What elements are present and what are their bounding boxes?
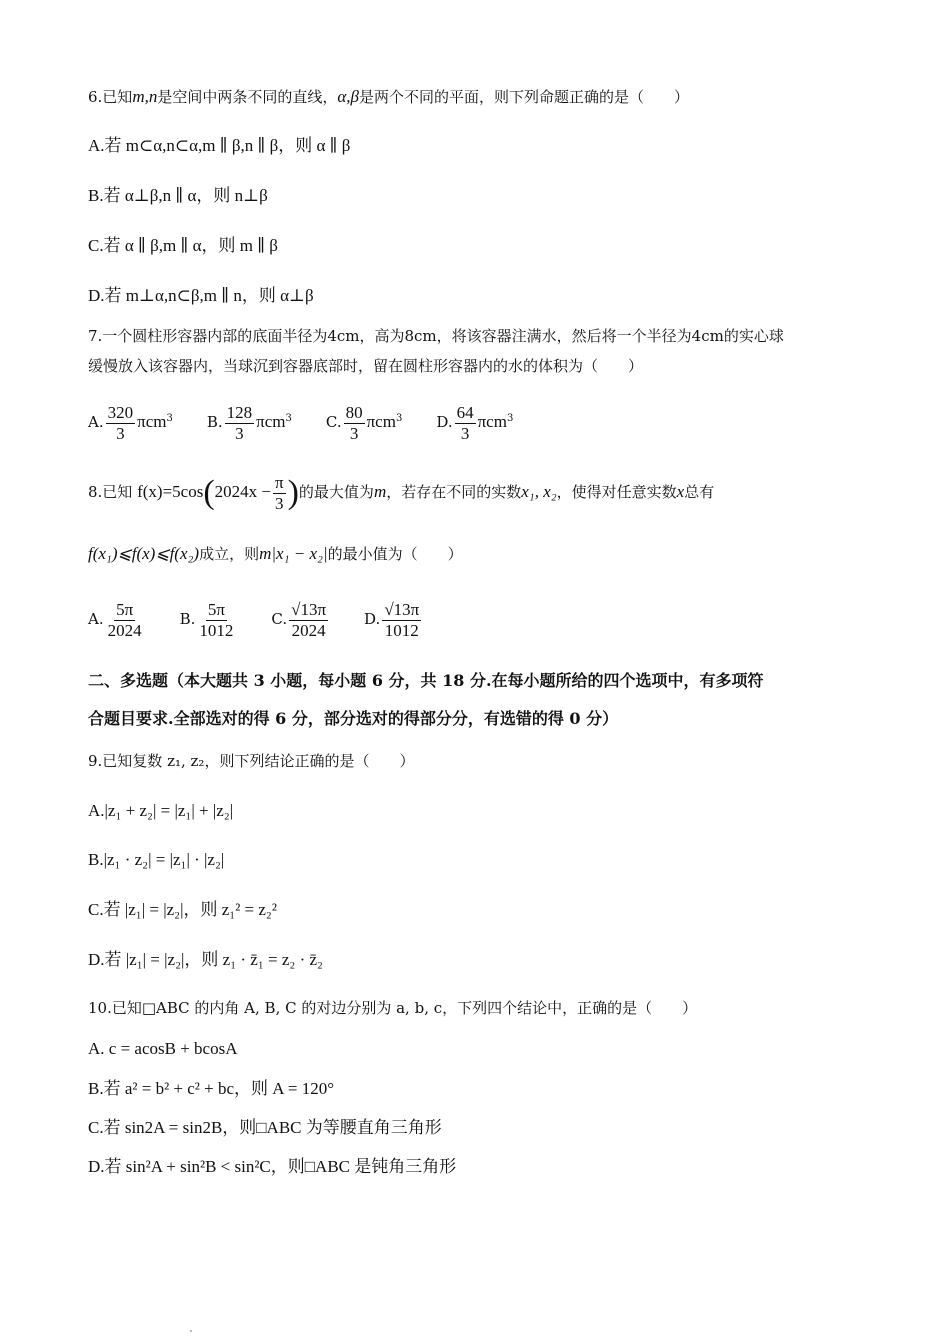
q7-option-c (326, 396, 402, 445)
q8-options (88, 596, 868, 642)
q8-option-denominator: 1012 (384, 620, 419, 640)
q6-stem-prefix: 6.已知 (88, 88, 133, 106)
section2-heading-line2: 合题目要求.全部选对的得 6 分，部分选对的得部分分，有选错的得 0 分） (88, 709, 619, 728)
q7-option-exponent: 3 (285, 413, 292, 424)
q8-expression: m|x₁ − x₂| (259, 544, 328, 563)
q8-pi: π (275, 472, 284, 492)
q8-option-fraction (382, 600, 421, 641)
q7-option-fraction (455, 403, 476, 444)
q6-option-d: D.若 m⊥α,n⊂β,m ∥ n，则 α⊥β (88, 286, 314, 305)
q8-option-b (180, 596, 238, 642)
q7-option-numerator: 80 (345, 402, 363, 422)
q8-option-fraction (289, 600, 328, 641)
q6-option-c: C.若 α ∥ β,m ∥ α，则 m ∥ β (88, 236, 278, 255)
q7-option-d (436, 396, 513, 445)
q6-option-a: A.若 m⊂α,n⊂α,m ∥ β,n ∥ β，则 α ∥ β (88, 136, 351, 155)
q8-option-numerator: 5π (116, 599, 134, 619)
q8-option-fraction (106, 600, 144, 641)
q8-m: m (373, 482, 387, 501)
q7-option-fraction (344, 403, 365, 444)
q6-option-b: B.若 α⊥β,n ∥ α，则 n⊥β (88, 186, 268, 205)
q7-option-denominator: 3 (235, 423, 244, 443)
q8-left-paren: ( (203, 474, 215, 511)
q8-text-3: ，使得对任意实数 (556, 483, 677, 501)
q7-option-fraction (106, 403, 136, 444)
q7-option-a (88, 396, 173, 445)
q10-option-a: A. c = acosB + bcosA (88, 1039, 238, 1058)
q8-x: x (676, 482, 685, 501)
q9-option-c: C.若 |z₁| = |z₂|，则 z₁² = z₂² (88, 900, 277, 919)
q7-option-label: C. (325, 413, 342, 431)
q7-option-numerator: 64 (456, 402, 474, 422)
q7-option-numerator: 320 (107, 402, 134, 422)
q9-option-a: A.|z₁ + z₂| = |z₁| + |z₂| (88, 801, 234, 820)
q8-option-label: D. (364, 610, 381, 628)
section2-heading-line1: 二、多选题（本大题共 3 小题，每小题 6 分，共 18 分.在每小题所给的四个选项中，有多项符 (88, 671, 764, 690)
q10-stem: 10.已知□ABC 的内角 A, B, C 的对边分别为 a, b, c，下列四个结论中，正确的是（ ） (88, 999, 698, 1017)
q8-three: 3 (275, 493, 284, 513)
q8-stem-line1 (88, 466, 868, 519)
q8-prefix: 8.已知 (88, 483, 133, 501)
q7-option-label: D. (436, 413, 453, 431)
q7-option-exponent: 3 (166, 413, 173, 424)
q8-option-label: A. (88, 610, 104, 628)
q6-stem (88, 86, 868, 108)
q8-argument: 2024x − (214, 482, 271, 501)
q8-option-numerator: 5π (207, 599, 225, 619)
q8-text-5: 成立，则 (199, 545, 260, 563)
q7-option-denominator: 3 (460, 423, 470, 443)
q8-option-label: B. (179, 610, 196, 628)
q8-condition: f(x₁)⩽f(x)⩽f(x₂) (88, 544, 200, 563)
page-speck (190, 1330, 192, 1332)
q7-options (88, 396, 868, 445)
q8-text-6: 的最小值为（ ） (327, 545, 463, 563)
q9-stem: 9.已知复数 z₁, z₂，则下列结论正确的是（ ） (88, 752, 415, 770)
q6-stem-suffix: 是两个不同的平面，则下列命题正确的是（ ） (359, 88, 690, 106)
q8-function: f(x)=5cos (137, 482, 204, 501)
q6-stem-mn: m,n (132, 87, 158, 106)
q7-option-unit: πcm (366, 412, 396, 431)
q8-option-d (364, 596, 423, 642)
q7-option-denominator: 3 (116, 423, 125, 443)
q8-option-fraction (197, 600, 235, 641)
q7-option-unit: πcm (137, 412, 167, 431)
q8-text-2: ，若存在不同的实数 (386, 483, 522, 501)
q7-option-exponent: 3 (506, 413, 514, 424)
q7-option-label: B. (206, 413, 223, 431)
q7-stem-line1: 7.一个圆柱形容器内部的底面半径为4cm，高为8cm，将该容器注满水，然后将一个半径为4cm的实心球 (88, 327, 784, 345)
q8-option-c (271, 596, 330, 642)
q9-option-b: B.|z₁ · z₂| = |z₁| · |z₂| (88, 850, 225, 869)
q7-option-unit: πcm (256, 412, 286, 431)
q7-option-exponent: 3 (395, 413, 403, 424)
q7-option-label: A. (88, 413, 104, 431)
q8-text-4: 总有 (684, 483, 715, 501)
q7-option-denominator: 3 (349, 423, 359, 443)
q8-pi-over-3 (273, 473, 286, 514)
q6-stem-ab: α,β (337, 87, 359, 106)
q7-option-fraction (225, 403, 255, 444)
q8-option-denominator: 2024 (107, 620, 142, 640)
q10-option-b: B.若 a² = b² + c² + bc，则 A = 120° (88, 1079, 335, 1098)
q7-stem-line2: 缓慢放入该容器内，当球沉到容器底部时，留在圆柱形容器内的水的体积为（ ） (88, 357, 644, 375)
q8-text-1: 的最大值为 (298, 483, 374, 501)
q8-option-label: C. (271, 610, 288, 628)
q8-option-numerator: √13π (291, 599, 327, 619)
q8-option-denominator: 1012 (199, 620, 234, 640)
q7-option-unit: πcm (477, 412, 507, 431)
q8-stem-line2 (88, 543, 868, 565)
q8-option-denominator: 2024 (291, 620, 326, 640)
q9-option-d: D.若 |z₁| = |z₂|，则 z₁ · z̄₁ = z₂ · z̄₂ (88, 950, 323, 969)
q10-option-d: D.若 sin²A + sin²B < sin²C，则□ABC 是钝角三角形 (88, 1157, 457, 1176)
q8-right-paren: ) (287, 474, 299, 511)
q8-x12: x₁, x₂ (521, 482, 557, 501)
q8-option-a (88, 596, 146, 642)
q10-option-c: C.若 sin2A = sin2B，则□ABC 为等腰直角三角形 (88, 1118, 442, 1137)
q6-stem-mid: 是空间中两条不同的直线， (157, 88, 338, 106)
q8-option-numerator: √13π (384, 599, 420, 619)
q7-option-b (207, 396, 292, 445)
q7-option-numerator: 128 (226, 402, 253, 422)
